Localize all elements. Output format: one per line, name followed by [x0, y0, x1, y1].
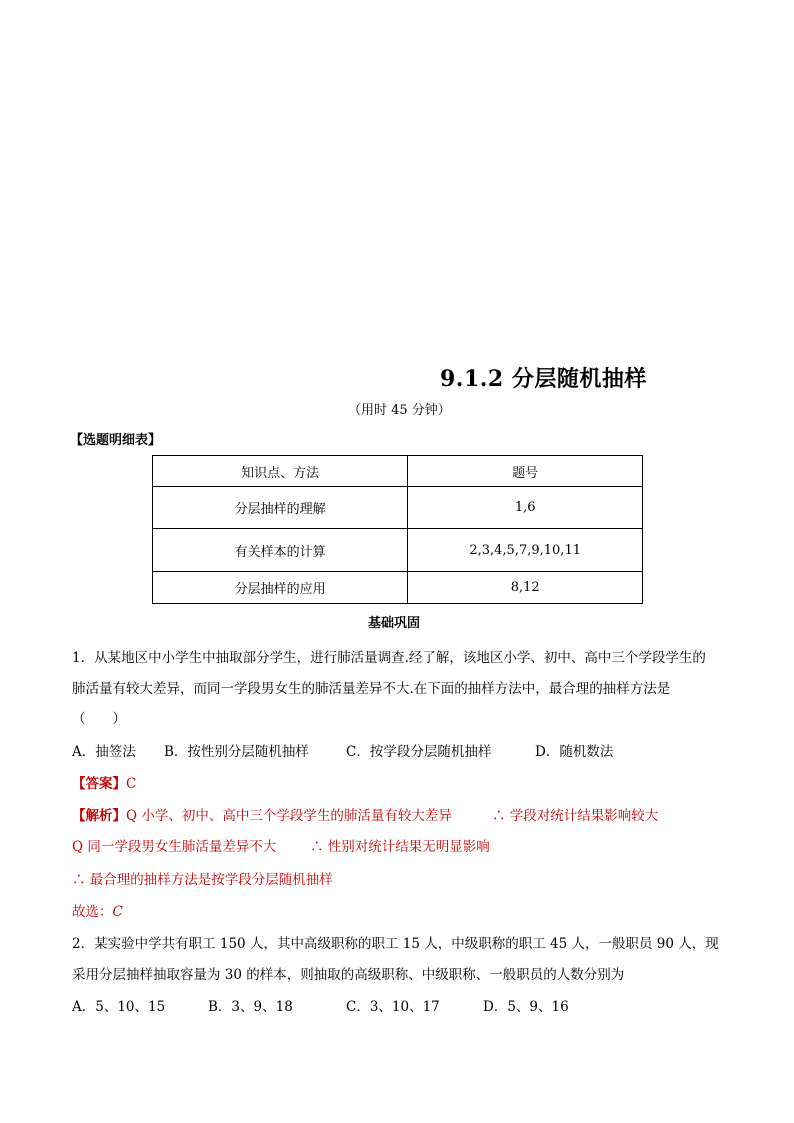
table-header: 知识点、方法	[153, 456, 408, 487]
section-label: 【选题明细表】	[70, 433, 162, 448]
analysis-line1	[72, 804, 452, 824]
q1-option-a: A．抽签法	[72, 744, 136, 760]
answer-line	[72, 772, 136, 792]
table-cell: 8,12	[408, 572, 643, 604]
q1-stem-line2: 肺活量有较大差异，而同一学段男女生的肺活量差异不大.在下面的抽样方法中，最合理的抽样方法是	[72, 681, 671, 697]
q1-option-c: C．按学段分层随机抽样	[346, 744, 492, 760]
choice-line	[72, 900, 123, 920]
choice-label: 故选：	[72, 904, 113, 920]
table-header: 题号	[408, 456, 643, 487]
table-cell: 有关样本的计算	[153, 529, 408, 572]
table-cell: 分层抽样的理解	[153, 487, 408, 529]
q1-blank: （ ）	[72, 711, 126, 727]
table-cell: 1,6	[408, 487, 643, 529]
answer-label: 【答案】	[72, 776, 126, 792]
analysis-conclusion: ∴ 学段对统计结果影响较大	[492, 808, 659, 824]
page-title: 9.1.2 分层随机抽样	[440, 366, 647, 392]
table-row	[153, 572, 643, 604]
section-heading: 基础巩固	[368, 616, 421, 631]
table-row	[153, 529, 643, 572]
table-header-row	[153, 456, 643, 487]
answer-value: C	[126, 776, 137, 792]
q1-option-b: B．按性别分层随机抽样	[164, 744, 309, 760]
analysis-conclusion: ∴ 性别对统计结果无明显影响	[310, 839, 490, 855]
q2-option-a: A．5、10、15	[72, 999, 166, 1015]
q2-stem-line2: 采用分层抽样抽取容量为 30 的样本，则抽取的高级职称、中级职称、一般职员的人数分别为	[72, 967, 625, 983]
q1-stem-line1: 1．从某地区中小学生中抽取部分学生，进行肺活量调查.经了解，该地区小学、初中、高中三个学段学生的	[72, 650, 706, 666]
table-cell: 2,3,4,5,7,9,10,11	[408, 529, 643, 572]
choice-value: C	[112, 904, 123, 920]
time-note: （用时 45 分钟）	[348, 403, 451, 418]
topic-table	[152, 455, 643, 604]
q2-option-b: B．3、9、18	[208, 999, 293, 1015]
table-cell: 分层抽样的应用	[153, 572, 408, 604]
analysis-line3: ∴ 最合理的抽样方法是按学段分层随机抽样	[72, 872, 333, 888]
table-row	[153, 487, 643, 529]
analysis-text: Q 小学、初中、高中三个学段学生的肺活量有较大差异	[126, 808, 452, 824]
q2-option-d: D．5、9、16	[483, 999, 569, 1015]
q2-option-c: C．3、10、17	[346, 999, 440, 1015]
q1-option-d: D．随机数法	[535, 744, 614, 760]
q2-stem-line1: 2．某实验中学共有职工 150 人，其中高级职称的职工 15 人，中级职称的职工 45 人，一般职员 90 人，现	[72, 936, 719, 952]
analysis-line2: Q 同一学段男女生肺活量差异不大	[72, 839, 277, 855]
analysis-label: 【解析】	[72, 808, 126, 824]
